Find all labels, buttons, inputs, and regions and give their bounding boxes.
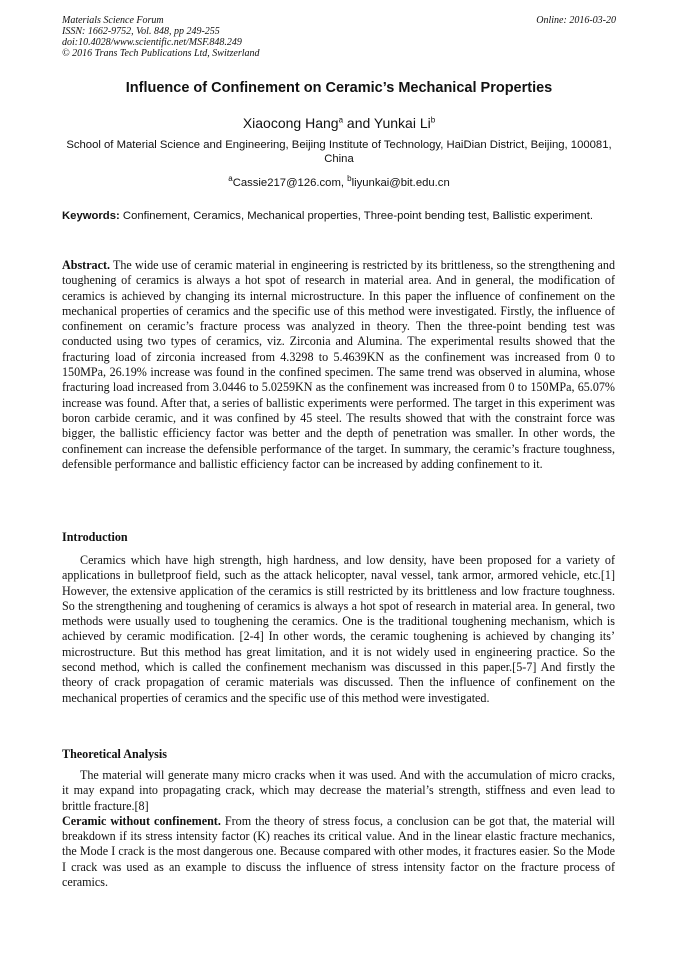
abstract-block	[62, 258, 615, 472]
issn-line: ISSN: 1662-9752, Vol. 848, pp 249-255	[62, 26, 220, 37]
copyright-line: © 2016 Trans Tech Publications Ltd, Switzerland	[62, 48, 260, 59]
email-line	[62, 174, 616, 189]
author-line	[62, 115, 616, 131]
theory-paragraph-text: From the theory of stress focus, a conclusion can be got that, the material will breakdown if its stress intensity factor (K) reaches its critical value. And in the linear elastic fracture mechanics, the Mode I crack is the most dangerous one. Because compared with other modes, it fractures easier. So the Mode I crack was used as an example to discuss the influence of stress intensity factor on the fracture process of ceramics.	[62, 813, 616, 890]
keywords-block	[62, 209, 615, 223]
online-date: Online: 2016-03-20	[536, 15, 616, 26]
keywords-label: Keywords:	[62, 210, 120, 222]
theoretical-analysis-block	[62, 768, 615, 890]
theory-paragraph: The material will generate many micro cracks when it was used. And with the accumulation of micro cracks, it may expand into propagating crack, which may decrease the material’s strength, stiffness and even lead to brittle fracture.[8]	[62, 768, 615, 813]
section-heading-theoretical-analysis: Theoretical Analysis	[62, 747, 167, 761]
keywords-text: Confinement, Ceramics, Mechanical properties, Three-point bending test, Ballistic experiment.	[122, 210, 593, 222]
email-address: Cassie217@126.com,	[232, 176, 345, 189]
doi-line: doi:10.4028/www.scientific.net/MSF.848.249	[62, 37, 242, 48]
email-superscript: a	[228, 174, 233, 183]
abstract-label: Abstract.	[62, 258, 111, 272]
section-heading-introduction: Introduction	[62, 530, 128, 544]
email-address: liyunkai@bit.edu.cn	[351, 176, 450, 189]
paper-title: Influence of Confinement on Ceramic’s Mechanical Properties	[125, 80, 553, 96]
affiliation: School of Material Science and Engineering, Beijing Institute of Technology, HaiDian District, Beijing, 100081, China	[66, 139, 612, 165]
author-superscript: a	[338, 115, 344, 125]
author-superscript: b	[430, 115, 436, 125]
email-superscript: b	[347, 174, 352, 183]
author-name: Yunkai Li	[373, 115, 431, 131]
journal-header	[62, 15, 616, 59]
abstract-text: The wide use of ceramic material in engineering is restricted by its brittleness, so the strengthening and toughening of ceramics is always a hot spot of research in material area. And in general, the modification of ceramics is achieved by changing its internal microstructure. In this paper the influence of confinement on the mechanical properties of ceramics and the specific use of this method were investigated. Firstly, the influence of confinement on ceramic’s fracture process was analyzed in theory. Then the three-point bending test was conducted using two types of ceramics, viz. Zirconia and Alumina. The experimental results showed that the fracturing load of zirconia increased from 4.3298 to 5.4639KN as the confinement was increased from 0 to 150MPa, 26.19% increase was found in the confined specimen. The same trend was observed in alumina, whose fracturing load increased from 3.0446 to 5.0259KN as the confinement was increased from 0 to 150MPa, 65.07% increase was found. After that, a series of ballistic experiments were performed. The target in this experiment was boron carbide ceramic, and it was confined by 45 steel. The results showed that with the constraint force was bigger, the ballistic efficiency factor was better and the depth of penetration was smaller. In other words, the confinement can increase the defensible performance of the target. In summary, the ceramic’s fracture toughness, defensible performance and ballistic efficiency factor can be increased by adding confinement to it.	[62, 258, 615, 471]
theory-paragraph	[62, 814, 615, 890]
journal-name: Materials Science Forum	[62, 15, 164, 26]
author-name: Xiaocong Hang	[242, 115, 339, 131]
introduction-paragraph: Ceramics which have high strength, high hardness, and low density, have been proposed for a variety of applications in bulletproof field, such as the attack helicopter, naval vessel, tank armor, armored vehicle, etc.[1] However, the extensive application of the ceramics is still restricted by its brittleness and low fracture toughness. So the strengthening and toughening of ceramics is always a hot spot of research in material area. In general, two methods were usually used to toughening the ceramics. One is the traditional toughening mechanism, which is achieved by ceramic modification. [2-4] In other words, the ceramic toughening is achieved by changing its’ microstructure. But this method has great limitation, and it is not widely used in engineering practice. So the second method, which is called the confinement mechanism was discussed in this paper.[5-7] And firstly the theory of crack propagation of ceramic materials was discussed. Then the influence of confinement on the mechanical properties of ceramics and the specific use of this method were investigated.	[62, 553, 615, 705]
subsection-label: Ceramic without confinement.	[62, 813, 221, 828]
author-conjunction: and	[346, 115, 371, 131]
